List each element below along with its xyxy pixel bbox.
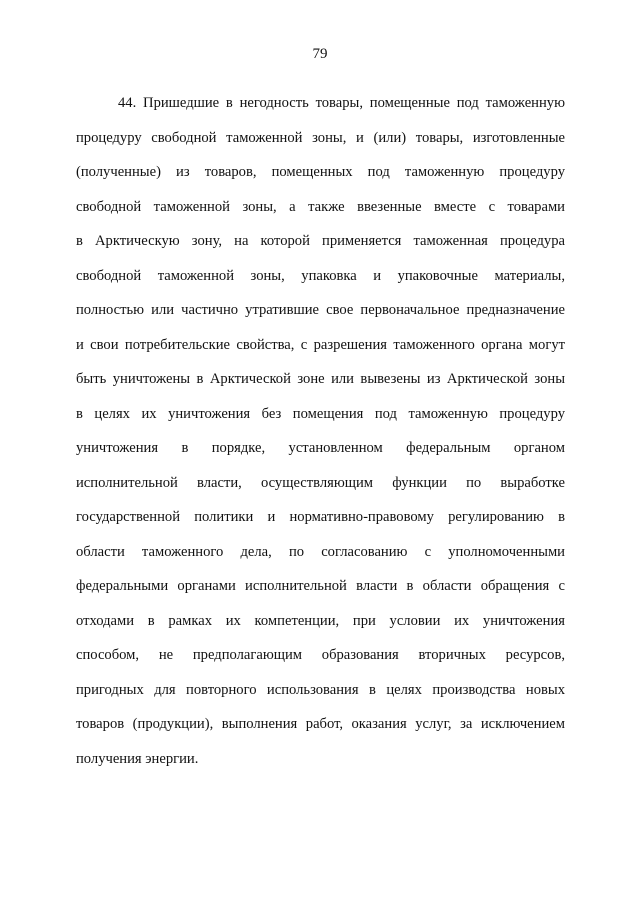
paragraph-line: государственной политики и нормативно-правовому регулированию в — [76, 509, 565, 525]
paragraph-line: уничтожения в порядке, установленном федеральным органом — [76, 440, 565, 456]
paragraph-line: отходами в рамках их компетенции, при условии их уничтожения — [76, 612, 565, 629]
paragraph-line: федеральными органами исполнительной власти в области обращения с — [76, 578, 565, 594]
page-number: 79 — [312, 46, 328, 62]
paragraph-44 — [76, 86, 565, 776]
paragraph-line: пригодных для повторного использования в целях производства новых — [76, 681, 565, 698]
paragraph-line: получения энергии. — [76, 750, 199, 767]
paragraph-line: (полученные) из товаров, помещенных под таможенную процедуру — [76, 164, 565, 180]
paragraph-line: свободной таможенной зоны, упаковка и упаковочные материалы, — [76, 267, 565, 284]
paragraph-line: области таможенного дела, по согласованию с уполномоченными — [76, 543, 565, 560]
paragraph-line: свободной таможенной зоны, а также ввезенные вместе с товарами — [76, 198, 565, 215]
paragraph-line: в целях их уничтожения без помещения под таможенную процедуру — [76, 405, 565, 422]
paragraph-line: процедуру свободной таможенной зоны, и (или) товары, изготовленные — [76, 129, 565, 146]
paragraph-line: товаров (продукции), выполнения работ, оказания услуг, за исключением — [76, 716, 565, 732]
paragraph-line: и свои потребительские свойства, с разрешения таможенного органа могут — [76, 336, 565, 353]
paragraph-line: 44. Пришедшие в негодность товары, помещенные под таможенную — [118, 95, 565, 111]
paragraph-line: способом, не предполагающим образования вторичных ресурсов, — [76, 647, 565, 663]
paragraph-line: в Арктическую зону, на которой применяется таможенная процедура — [76, 233, 565, 249]
paragraph-line: быть уничтожены в Арктической зоне или вывезены из Арктической зоны — [76, 371, 565, 387]
paragraph-line: исполнительной власти, осуществляющим функции по выработке — [76, 474, 565, 491]
paragraph-line: полностью или частично утратившие свое первоначальное предназначение — [76, 302, 565, 318]
